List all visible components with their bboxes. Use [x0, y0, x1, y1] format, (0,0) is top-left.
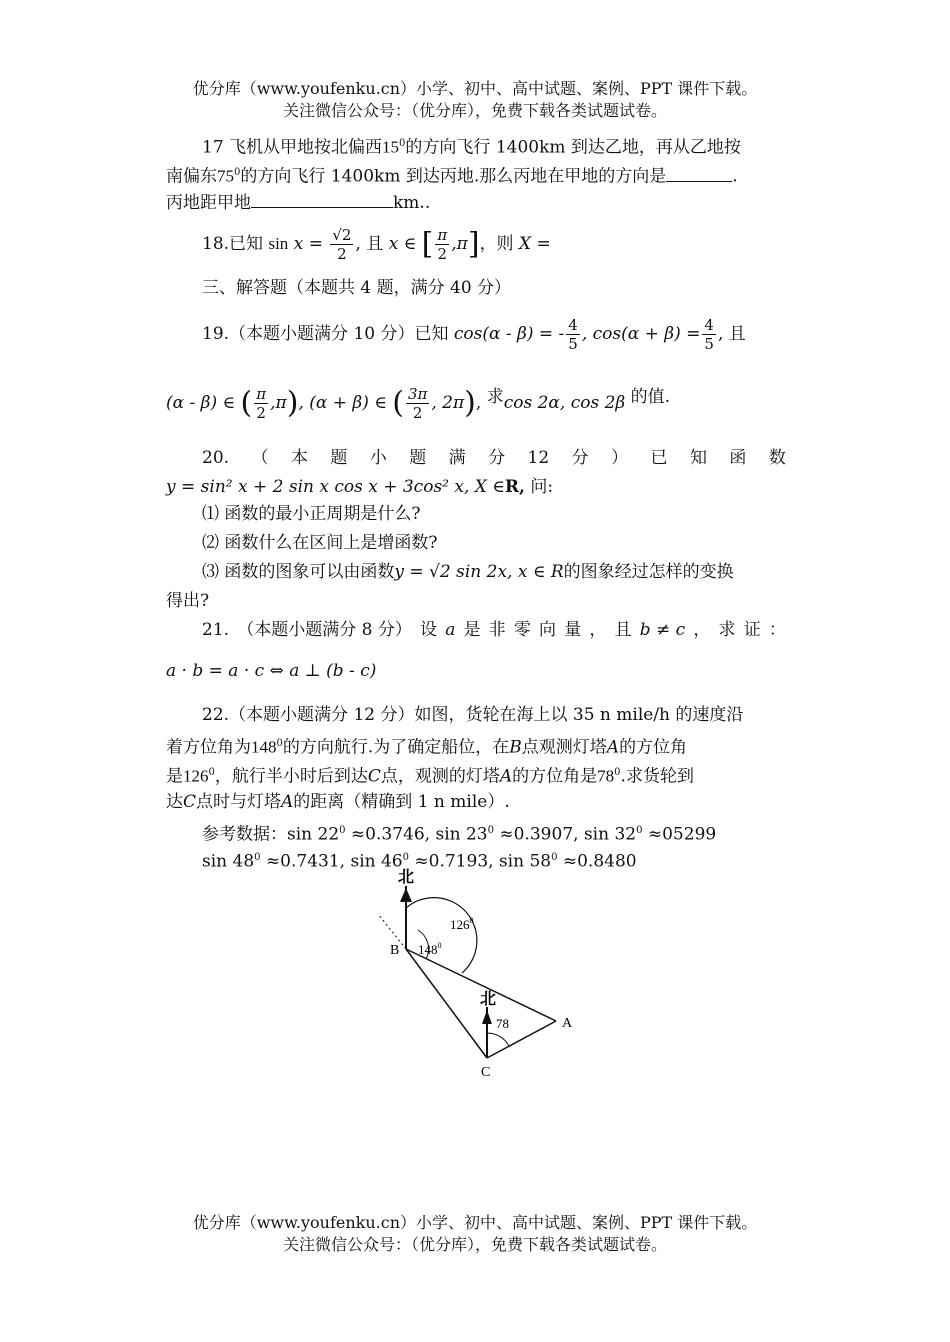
q20-sub-2: ⑵ 函数什么在区间上是增函数?: [202, 533, 438, 553]
q20-sub-3-cont: 得出?: [166, 591, 210, 611]
angle-label-126: $126^0$: [450, 916, 474, 932]
q17-answer-blank-2[interactable]: [251, 189, 393, 208]
q20-line-2: y = sin² x + 2 sin x cos x + 3cos² x, X ∈R, 问:: [166, 477, 554, 497]
q22-line-2: 着方位角为$148^0$的方向航行.为了确定船位，在B点观测灯塔A的方位角: [166, 737, 688, 758]
q17-line-2: 南偏东$75^0$的方向飞行 1400km 到达丙地.那么丙地在甲地的方向是 .: [166, 160, 786, 190]
footer-line-1: 优分库（www.youfenku.cn）小学、初中、高中试题、案例、PPT 课件下载。: [192, 1213, 758, 1232]
point-label-c: C: [481, 1065, 491, 1080]
q22-line-3: 是$126^0$，航行半小时后到达C点，观测的灯塔A的方位角是$78^0$.求货轮到: [166, 766, 694, 787]
point-label-a: A: [562, 1016, 573, 1031]
north-arrow-c: [482, 1010, 492, 1024]
north-arrow-b: [400, 888, 412, 902]
header-line-2: 关注微信公众号：（优分库），免费下载各类试题试卷。: [282, 101, 667, 120]
q19-line-2: (α - β) ∈ ( $\frac{\pi}{2}$ ,π), (α + β) ∈ ( $\frac{3\pi}{2}$ , 2π), 求cos 2α, cos 2β 的值.: [166, 385, 671, 422]
section-3-title: 三、解答题（本题共 4 题，满分 40 分）: [202, 278, 512, 298]
angle-arc-78: [487, 1033, 509, 1046]
q20-sub-1: ⑴ 函数的最小正周期是什么?: [202, 504, 421, 524]
north-label-c: 北: [480, 991, 497, 1008]
angle-label-148: $148^0$: [418, 941, 442, 957]
q22-reference-2: $\sin 48^0 \approx 0.7431$, $\sin 46^0 \approx 0.7193$, $\sin 58^0 \approx 0.8480$: [202, 851, 637, 872]
q22-line-1: 22.（本题小题满分 12 分）如图，货轮在海上以 35 n mile/h 的速度沿: [202, 705, 744, 725]
q18-line: 18.已知 sin x = $\frac{√2}{2}$ , 且 x ∈ [ $\frac{\pi}{2}$ ,π]，则 X =: [202, 226, 551, 263]
q17-line-3: 丙地距甲地 km..: [166, 189, 786, 216]
point-label-b: B: [390, 943, 400, 958]
q17-answer-blank-1[interactable]: [666, 163, 732, 182]
q21-line-1: 21. （本题小题满分 8 分） 设 a 是 非 零 向 量 ， 且 b ≠ c ， 求 证 ：: [202, 620, 786, 640]
q22-reference-1: 参考数据：$\sin 22^0 \approx 0.3746$, $\sin 23^0 \approx 0.3907$, $\sin 32^0 \approx 05299$: [202, 824, 717, 845]
angle-arc-126: [406, 898, 477, 973]
navigation-diagram: [360, 864, 600, 1084]
q21-proof: a · b = a · c ⇔ a ⊥ (b - c): [166, 661, 377, 681]
angle-label-78: 78: [496, 1016, 509, 1031]
page-header: [0, 78, 950, 122]
page-footer: [0, 1212, 950, 1256]
north-label-b: 北: [398, 869, 415, 886]
footer-line-2: 关注微信公众号：（优分库），免费下载各类试题试卷。: [282, 1235, 667, 1254]
q18-fraction: $\frac{√2}{2}$: [332, 226, 352, 263]
q17-line-1: 17 飞机从甲地按北偏西$15^0$的方向飞行 1400km 到达乙地，再从乙地按: [202, 137, 741, 158]
line-ba: [406, 949, 556, 1021]
q19-line-1: 19.（本题小题满分 10 分）已知 cos(α - β) = - $\frac{4}{5}$ , cos(α + β) = $\frac{4}{5}$ , 且: [202, 316, 746, 353]
header-line-1: 优分库（www.youfenku.cn）小学、初中、高中试题、案例、PPT 课件下载。: [192, 79, 758, 98]
q20-sub-3: ⑶ 函数的图象可以由函数y = √2 sin 2x, x ∈ R的图象经过怎样的变换: [202, 562, 734, 582]
line-bc: [406, 949, 487, 1058]
q20-line-1: 20. （ 本 题 小 题 满 分 12 分 ） 已 知 函 数: [202, 448, 786, 468]
q22-line-4: 达C点时与灯塔A的距离（精确到 1 n mile）.: [166, 792, 510, 812]
